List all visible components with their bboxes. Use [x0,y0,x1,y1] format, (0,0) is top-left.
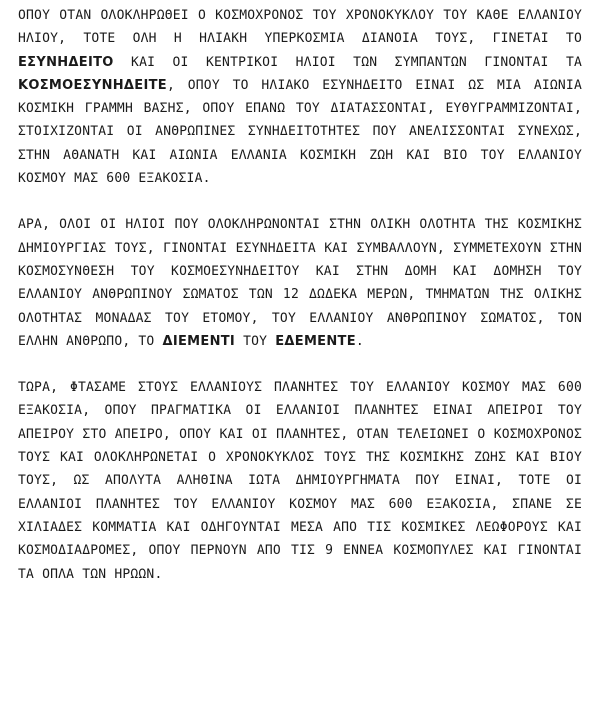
emphasized-term: ΚΟΣΜΟΕΣΥΝΗΔΕΙΤΕ [18,77,167,93]
paragraph-1 [18,4,582,190]
paragraph-2-text: ΑΡΑ, ΟΛΟΙ ΟΙ ΗΛΙΟΙ ΠΟΥ ΟΛΟΚΛΗΡΩΝΟΝΤΑΙ ΣΤΗΝ ΟΛΙΚΗ ΟΛΟΤΗΤΑ ΤΗΣ ΚΟΣΜΙΚΗΣ ΔΗΜΙΟΥΡΓΙΑΣ ΤΟΥΣ, ΓΙΝΟΝΤΑΙ ΕΣΥΝΗΔΕΙΤΑ ΚΑΙ ΣΥΜΒΑΛΛΟΥΝ, ΣΥΜΜΕΤΕΧΟΥΝ ΣΤΗΝ ΚΟΣΜΟΣΥΝΘΕΣΗ ΤΟΥ ΚΟΣΜΟΕΣΥΝΗΔΕΙΤΟΥ ΚΑΙ ΣΤΗΝ ΔΟΜΗ ΚΑΙ ΔΟΜΗΣΗ ΤΟΥ ΕΛΛΑΝΙΟΥ ΑΝΘΡΩΠΙΝΟΥ ΣΩΜΑΤΟΣ ΤΩΝ 12 ΔΩΔΕΚΑ ΜΕΡΩΝ, ΤΜΗΜΑΤΩΝ ΤΗΣ ΟΛΙΚΗΣ ΟΛΟΤΗΤΑΣ ΜΟΝΑΔΑΣ ΤΟΥ ΕΤΟΜΟΥ, ΤΟΥ ΕΛΛΑΝΙΟΥ ΑΝΘΡΩΠΙΝΟΥ ΣΩΜΑΤΟΣ, ΤΟΝ ΕΛΛΗΝ ΑΝΘΡΩΠΟ, ΤΟ [18,217,582,349]
paragraph-2 [18,213,582,353]
paragraph-1-text: ΚΑΙ ΟΙ ΚΕΝΤΡΙΚΟΙ ΗΛΙΟΙ ΤΩΝ ΣΥΜΠΑΝΤΩΝ ΓΙΝΟΝΤΑΙ ΤΑ [113,54,582,70]
paragraph-1-text: ΟΠΟΥ ΟΤΑΝ ΟΛΟΚΛΗΡΩΘΕΙ Ο ΚΟΣΜΟΧΡΟΝΟΣ ΤΟΥ ΧΡΟΝΟΚΥΚΛΟΥ ΤΟΥ ΚΑΘΕ ΕΛΛΑΝΙΟΥ ΗΛΙΟΥ, ΤΟΤΕ ΟΛΗ Η ΗΛΙΑΚΗ ΥΠΕΡΚΟΣΜΙΑ ΔΙΑΝΟΙΑ ΤΟΥΣ, ΓΙΝΕΤΑΙ ΤΟ [18,8,582,47]
paragraph-2-text: . [355,333,364,349]
emphasized-term: ΔΙΕΜΕΝΤΙ [162,333,236,349]
emphasized-term: ΕΔΕΜΕΝΤΕ [275,333,356,349]
paragraph-2-text: ΤΟΥ [235,333,276,349]
document-page [18,4,582,586]
paragraph-1-text: , ΟΠΟΥ ΤΟ ΗΛΙΑΚΟ ΕΣΥΝΗΔΕΙΤΟ ΕΙΝΑΙ ΩΣ ΜΙΑ ΑΙΩΝΙΑ ΚΟΣΜΙΚΗ ΓΡΑΜΜΗ ΒΑΣΗΣ, ΟΠΟΥ ΕΠΑΝΩ ΤΟΥ ΔΙΑΤΑΣΣΟΝΤΑΙ, ΕΥΘΥΓΡΑΜΜΙΖΟΝΤΑΙ, ΣΤΟΙΧΙΖΟΝΤΑΙ ΟΙ ΑΝΘΡΩΠΙΝΕΣ ΣΥΝΗΔΕΙΤΟΤΗΤΕΣ ΠΟΥ ΑΝΕΛΙΣΣΟΝΤΑΙ ΣΥΝΕΧΩΣ, ΣΤΗΝ ΑΘΑΝΑΤΗ ΚΑΙ ΑΙΩΝΙΑ ΕΛΛΑΝΙΑ ΚΟΣΜΙΚΗ ΖΩΗ ΚΑΙ ΒΙΟ ΤΟΥ ΕΛΛΑΝΙΟΥ ΚΟΣΜΟΥ ΜΑΣ 600 ΕΞΑΚΟΣΙΑ. [18,77,582,187]
emphasized-term: ΕΣΥΝΗΔΕΙΤΟ [18,54,114,70]
paragraph-3-text: ΤΩΡΑ, ΦΤΑΣΑΜΕ ΣΤΟΥΣ ΕΛΛΑΝΙΟΥΣ ΠΛΑΝΗΤΕΣ ΤΟΥ ΕΛΛΑΝΙΟΥ ΚΟΣΜΟΥ ΜΑΣ 600 ΕΞΑΚΟΣΙΑ, ΟΠΟΥ ΠΡΑΓΜΑΤΙΚΑ ΟΙ ΕΛΛΑΝΙΟΙ ΠΛΑΝΗΤΕΣ ΕΙΝΑΙ ΑΠΕΙΡΟΙ ΤΟΥ ΑΠΕΙΡΟΥ ΣΤΟ ΑΠΕΙΡΟ, ΟΠΟΥ ΚΑΙ ΟΙ ΠΛΑΝΗΤΕΣ, ΟΤΑΝ ΤΕΛΕΙΩΝΕΙ Ο ΚΟΣΜΟΧΡΟΝΟΣ ΤΟΥΣ ΚΑΙ ΟΛΟΚΛΗΡΩΝΕΤΑΙ Ο ΧΡΟΝΟΚΥΚΛΟΣ ΤΟΥΣ ΤΗΣ ΚΟΣΜΙΚΗΣ ΖΩΗΣ ΚΑΙ ΒΙΟΥ ΤΟΥΣ, ΩΣ ΑΠΟΛΥΤΑ ΑΛΗΘΙΝΑ ΙΩΤΑ ΔΗΜΙΟΥΡΓΗΜΑΤΑ ΠΟΥ ΕΙΝΑΙ, ΤΟΤΕ ΟΙ ΕΛΛΑΝΙΟΙ ΠΛΑΝΗΤΕΣ ΤΟΥ ΕΛΛΑΝΙΟΥ ΚΟΣΜΟΥ ΜΑΣ 600 ΕΞΑΚΟΣΙΑ, ΣΠΑΝΕ ΣΕ ΧΙΛΙΑΔΕΣ ΚΟΜΜΑΤΙΑ ΚΑΙ ΟΔΗΓΟΥΝΤΑΙ ΜΕΣΑ ΑΠΟ ΤΙΣ ΚΟΣΜΙΚΕΣ ΛΕΩΦΟΡΟΥΣ ΚΑΙ ΚΟΣΜΟΔΙΑΔΡΟΜΕΣ, ΟΠΟΥ ΠΕΡΝΟΥΝ ΑΠΟ ΤΙΣ 9 ΕΝΝΕΑ ΚΟΣΜΟΠΥΛΕΣ ΚΑΙ ΓΙΝΟΝΤΑΙ ΤΑ ΟΠΛΑ ΤΩΝ ΗΡΩΩΝ. [18,380,582,582]
paragraph-3 [18,376,582,586]
